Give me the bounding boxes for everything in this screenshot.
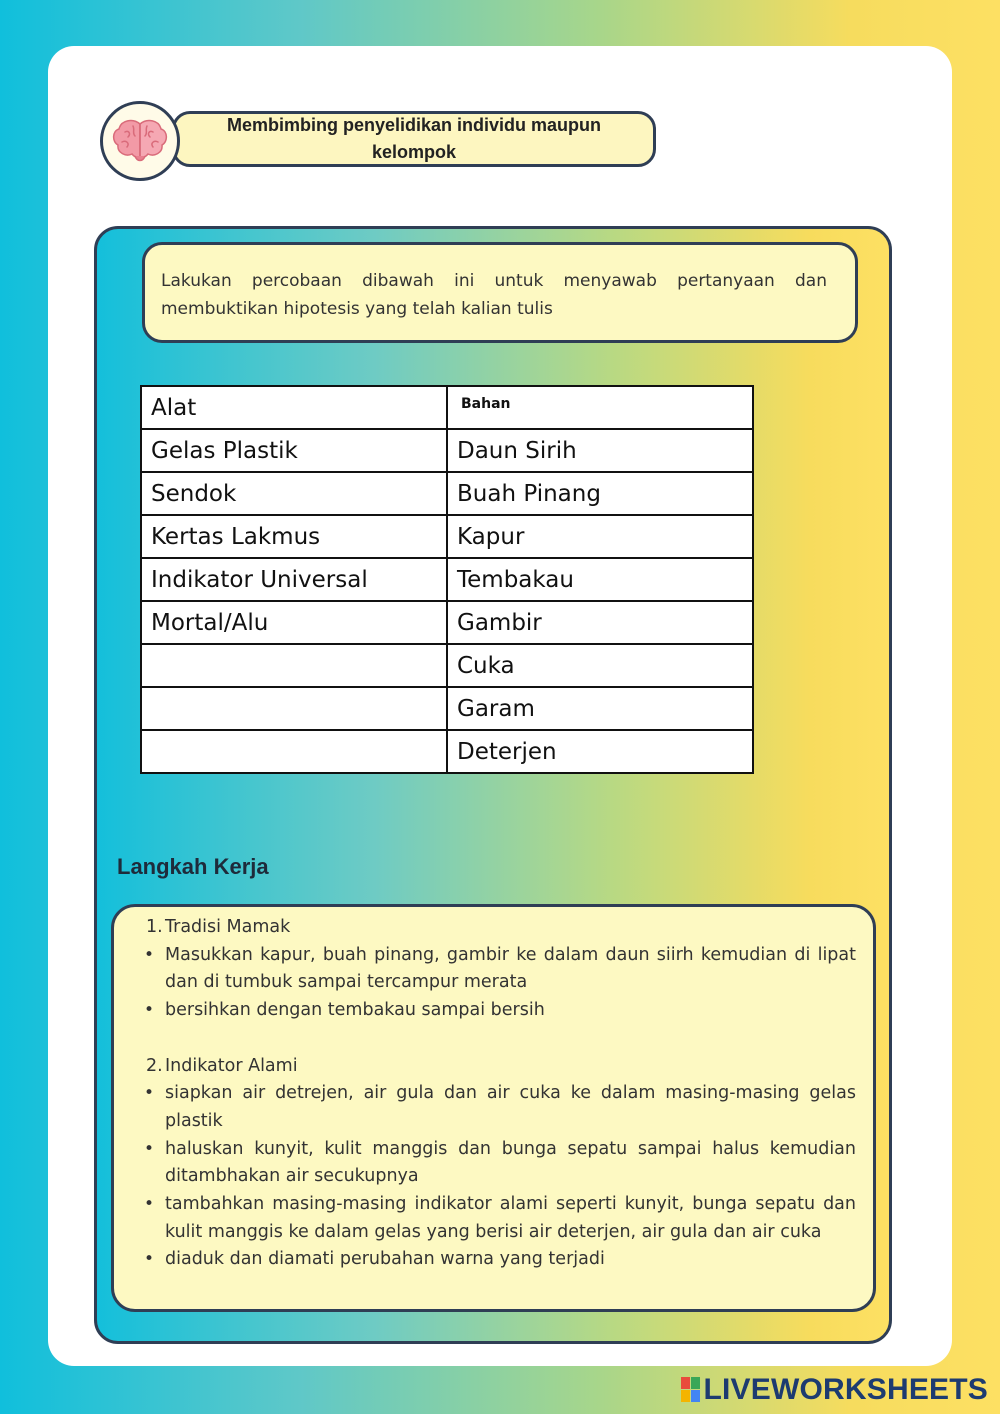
- liveworksheets-logo-icon: [681, 1377, 701, 1403]
- bullet-icon: •: [144, 1000, 155, 1021]
- step-heading: [140, 1053, 856, 1081]
- bullet-icon: •: [144, 944, 155, 965]
- bullet-icon: •: [144, 1083, 155, 1104]
- list-item-text: Masukkan kapur, buah pinang, gambir ke dalam daun siirh kemudian di lipat dan di tumbuk sampai tercampur merata: [165, 944, 856, 993]
- bahan-cell: Tembakau: [447, 558, 753, 601]
- list-item: [140, 997, 856, 1025]
- bullet-icon: •: [144, 1138, 155, 1159]
- list-item: [140, 1246, 856, 1274]
- brand-text: LIVEWORKSHEETS: [703, 1373, 988, 1406]
- table-row: [141, 730, 753, 773]
- intro-box: [142, 242, 858, 343]
- bahan-cell: Daun Sirih: [447, 429, 753, 472]
- table-row: [141, 687, 753, 730]
- bahan-cell: Kapur: [447, 515, 753, 558]
- list-item-text: tambahkan masing-masing indikator alami seperti kunyit, bunga sepatu dan kulit manggis ke dalam gelas yang berisi air deterjen, air gula dan air cuka: [165, 1194, 856, 1242]
- list-item: [140, 1080, 856, 1135]
- alat-cell: [141, 644, 447, 687]
- bullet-icon: •: [144, 1249, 155, 1270]
- materials-table: [140, 385, 754, 774]
- bahan-cell: Deterjen: [447, 730, 753, 773]
- step-heading: [140, 914, 856, 942]
- steps-content: [140, 914, 856, 1274]
- list-item-text: diaduk dan diamati perubahan warna yang terjadi: [165, 1249, 605, 1270]
- table-row: [141, 472, 753, 515]
- list-item-text: haluskan kunyit, kulit manggis dan bunga sepatu sampai halus kemudian ditambhakan air secukupnya: [165, 1138, 856, 1187]
- alat-cell: Sendok: [141, 472, 447, 515]
- alat-cell: Kertas Lakmus: [141, 515, 447, 558]
- step-heading-text: Tradisi Mamak: [165, 917, 291, 937]
- alat-cell: [141, 687, 447, 730]
- alat-cell: Indikator Universal: [141, 558, 447, 601]
- step-number: 1.: [146, 917, 163, 937]
- table-row: [141, 515, 753, 558]
- bahan-cell: Garam: [447, 687, 753, 730]
- bahan-cell: Buah Pinang: [447, 472, 753, 515]
- list-item: [140, 942, 856, 997]
- table-row: [141, 558, 753, 601]
- list-item: [140, 1136, 856, 1191]
- table-header-row: [141, 386, 753, 429]
- table-row: [141, 644, 753, 687]
- alat-cell: [141, 730, 447, 773]
- header-alat: Alat: [141, 386, 447, 429]
- bahan-cell: Cuka: [447, 644, 753, 687]
- section-title: Membimbing penyelidikan individu maupun kelompok: [226, 115, 602, 162]
- alat-cell: Mortal/Alu: [141, 601, 447, 644]
- section-header: [172, 111, 656, 167]
- list-item: [140, 1191, 856, 1246]
- steps-title: Langkah Kerja: [117, 854, 269, 879]
- step-heading-text: Indikator Alami: [165, 1055, 298, 1076]
- header-bahan: Bahan: [447, 386, 753, 429]
- table-row: [141, 429, 753, 472]
- list-item-text: siapkan air detrejen, air gula dan air cuka ke dalam masing-masing gelas plastik: [165, 1083, 856, 1131]
- step-number: 2.: [146, 1055, 163, 1076]
- alat-cell: Gelas Plastik: [141, 429, 447, 472]
- bullet-icon: •: [144, 1194, 155, 1215]
- list-item-text: bersihkan dengan tembakau sampai bersih: [165, 1000, 545, 1021]
- intro-text: Lakukan percobaan dibawah ini untuk menyawab pertanyaan dan membuktikan hipotesis yang telah kalian tulis: [161, 271, 827, 319]
- liveworksheets-brand[interactable]: [681, 1373, 989, 1407]
- table-row: [141, 601, 753, 644]
- bahan-cell: Gambir: [447, 601, 753, 644]
- brain-icon: [100, 101, 180, 181]
